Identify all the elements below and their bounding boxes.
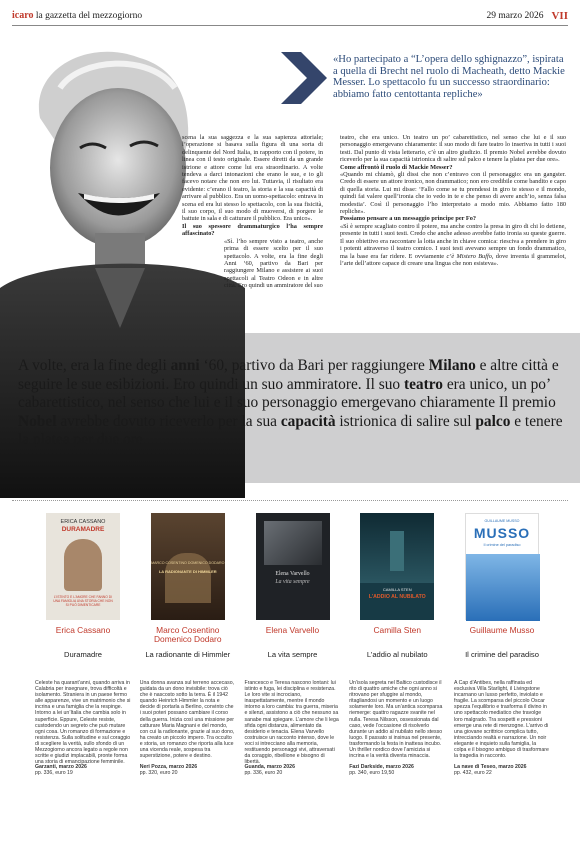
book-author: Guillaume Musso	[469, 625, 535, 635]
masthead	[12, 10, 142, 21]
cover-author: Elena Varvello	[275, 571, 310, 577]
quote-keyword: anni	[170, 357, 200, 374]
book-author: Camilla Sten	[373, 625, 421, 635]
book-publisher	[245, 764, 341, 776]
book-pages-price: pp. 340, euro 19,50	[349, 770, 395, 777]
interview-question: Possiamo pensare a un messaggio principe per Fo?	[340, 215, 477, 223]
book-description: Francesco e Teresa nascono lontani: lui istinto e fuga, lei disciplina e resistenza. Le loro vite si incrociano, inaspettatamente, mentre il mondo intorno a loro cambia: tra guerra, miseria e silenzi, assistono a ciò che nessuno sa sanabe mai spiegare. L’amore che li lega sfida ogni distanza, alimentato da desiderio e tenacia. Elena Varvello costruisce un racconto intenso, dove le voci si intrecciano alla memoria, restituendo personaggi vivi, attraversati da coraggio, ribellione e bisogno di libertà.	[244, 680, 339, 766]
paragraph: «Sì. l’ho sempre visto a teatro, anche prima di essere scelto per il suo spettacolo. A volte, era la fine degli Anni ‘60, partivo da Bari per raggiungere Milano e assistere ai suoi spettacoli al Teatro Odeon e in altre città. Ero quindi un ammiratore del suo	[224, 237, 323, 290]
section-divider	[12, 500, 568, 501]
book-card	[35, 513, 131, 833]
issue-date: 29 marzo 2026	[486, 10, 544, 21]
cover-author-large: MUSSO	[473, 525, 531, 541]
publisher-name: Fazi Darkside, marzo 2026	[349, 764, 414, 770]
quote-text: ‘60, partivo da Bari per raggiungere	[199, 357, 429, 374]
quote-text: A volte, era la fine degli	[18, 357, 171, 374]
book-description: Una donna avanza sul terreno accecaso, guidata da un dono invisibile: trova ciò che è nascosto sotto la terra. È il 1942 quando Heinrich Himmler la nota e decide di portarla a Berlino, convinto che i suoi poteri possano cambiare il corso della guerra. Inizia così una missione per catturare Maria Magnani e del mondo, con cui la radionante, grazie al suo dono, ha creato un piccolo impero. Tra occulto e storia, un romanzo che riporta alla luce una vicenda reale, sospesa tra superstizione, potere e destino.	[139, 680, 235, 760]
publisher-name: Neri Pozza, marzo 2026	[139, 764, 198, 770]
book-description: Celeste ha quarant’anni, quando arriva in Calabria per insegnare, trova difficoltà e isolamento. Straniera in un paese fermo alle apparenze, vive un matrimonio che si incrina e una famiglia che la respinge. Intorno a lei un’Italia che cambia solo in superficie. Eppure, Celeste resiste, custodendo un segreto che può mutare ogni cosa. Un romanzo di formazione e resistenza. Sulla solitudine e sul coraggio di scegliere la verità, sullo sfondo di un Mezzogiorno ancora legato a regole non scritte e giudizi implacabili, pronte forma una storia di emancipazione femminile.	[35, 680, 131, 766]
book-publisher	[454, 764, 550, 776]
pull-quote-top: «Ho partecipato a “L’opera dello sghignazzo”, ispirata a quella di Brecht nel ruolo di Macheath, detto Mackie Messer. Lo spettacolo fu un successo straordinario: abbiamo fatto centottanta repliche»	[333, 54, 565, 100]
page-header	[12, 6, 568, 26]
book-reviews	[35, 513, 550, 833]
book-description: A Cap d’Antibes, nella raffinata ed esclusiva Villa Starlight, il Livingstone incarnano un lusso perfetto, inviolato e fragile. La scomparsa del piccolo Oscar spezza l’equilibrio e trasforma il divino in uno spettacolo mediatico che travolge loro malgrado. Tra sospetti e pressioni emerge una rete di menzogne. L’arrivo di una giovane scrittrice complica tutto, intrecciando realtà e narrazione. Un noir elegante e inquieto sulla famiglia, la colpa e il bisogno ambiguo di trasformare la tragedia in racconto.	[454, 680, 549, 760]
book-cover	[360, 513, 434, 620]
book-cover	[465, 513, 539, 620]
cover-title: Il crimine del paradiso	[483, 543, 521, 547]
cover-lighthouse	[390, 531, 404, 571]
masthead-subtitle: la gazzetta del mezzogiorno	[35, 11, 143, 21]
italic-title: c’è Mistero Buffo	[446, 252, 492, 260]
book-description: Un’isola segreta nel Baltico custodisce il rito di quattro amiche che ogni anno si ritrovano per sfuggire al mondo, ritagliandosi un momento e un luogo solamente loro. Ma un’antica scomparsa riemerge: quattro ragazze svanite nel nulla. Teresa Nilsson, ossessionata dal caso, vede l’occasione di risolverlo durante un addio al nubilato nello stesso luogo. Il passato si insinua nel presente, trasformando la festa in inattesa incubo. Un thriller nordico dove l’amicizia si incrina e la verità diventa minaccia.	[349, 680, 443, 760]
cover-title: La vita sempre	[275, 579, 310, 585]
cover-author: CAMILLA STEN	[382, 587, 412, 592]
quote-keyword: palco	[475, 412, 511, 430]
quote-text: istrionica di salire sul	[335, 412, 476, 430]
header-right	[486, 10, 568, 22]
book-card	[245, 513, 341, 833]
book-pages-price: pp. 320, euro 20	[139, 770, 178, 777]
book-title: Duramadre	[64, 650, 102, 659]
book-publisher	[35, 764, 131, 776]
book-publisher	[140, 764, 236, 776]
paragraph: «Quando mi chiamò, gli dissi che non c’entravo con il personaggio: era un gangster. Credo di essere un attore ironico, non drammatico; non ero credibile come bandito e capo di quella storia. Lui mi disse: ‘Fallo come se tu prendessi in giro te stesso e il mondo, quindi fai valere quell’ironia che io vedo in te e che penso di avere anch’io, senza falsa modestia’. Così il personaggio l’ho interpretato a modo mio. Abbiamo fatto 180 repliche».	[340, 171, 566, 216]
cover-author: MARCO COSENTINO DOMENICO DODARO	[151, 561, 225, 565]
book-title: Il crimine del paradiso	[465, 650, 539, 659]
paragraph-text: «Sì è sempre scagliato contro il potere, ma anche contro la presa in giro di chi lo detiene, presente in tutti i suoi testi. Credo che anche adesso avrebbe fatto ironia su queste guerre. Il suo obiettivo era raccontare la lotta anche in chiave comica: riesciva a prendere in giro i potenti attraverso il teatro comico. I suoi testi avevano sempre un fondo drammatico, ma la base era far ridere. E ovviamente	[340, 222, 566, 260]
interview-question: Il suo spessore drammaturgico l’ha sempre affascinato?	[182, 222, 323, 238]
quote-text: era unico, un po’ cabarettistico, nel senso che lui e il suo personaggio emergevano chiaramente Il premio	[18, 375, 556, 412]
book-card	[454, 513, 550, 833]
book-title: La vita sempre	[267, 650, 318, 659]
interview-question: Come affrontò il ruolo di Mackie Messer?	[340, 163, 453, 171]
book-publisher	[349, 764, 445, 776]
cover-title: L’ADDIO AL NUBILATO	[368, 594, 426, 600]
book-author: Marco Cosentino Domenico Dodaro	[154, 625, 222, 645]
cover-illustration	[64, 539, 102, 591]
book-author: Elena Varvello	[265, 625, 320, 635]
book-card	[349, 513, 445, 833]
chevron-right-icon	[281, 52, 327, 104]
quote-keyword: capacità	[280, 412, 336, 430]
book-title: La radionante di Himmler	[145, 650, 231, 659]
book-pages-price: pp. 336, euro 20	[244, 770, 283, 777]
cover-author: ERICA CASSANO	[60, 519, 106, 525]
book-cover	[151, 513, 225, 620]
quote-keyword: Milano	[428, 357, 476, 374]
publisher-name: Garzanti, marzo 2026	[35, 764, 87, 770]
cover-title: DURAMADRE	[61, 526, 105, 533]
page-number: VII	[551, 9, 568, 22]
book-pages-price: pp. 432, euro 22	[454, 770, 492, 777]
book-cover	[46, 513, 120, 620]
article-column-1	[182, 134, 323, 290]
book-cover	[256, 513, 330, 620]
quote-text: e tenere la platea per due ore	[18, 412, 563, 449]
publisher-name: La nave di Teseo, marzo 2026	[454, 764, 527, 770]
book-card	[140, 513, 236, 833]
paragraph	[340, 223, 566, 267]
book-title: L’addio al nubilato	[366, 650, 428, 659]
paragraph: teatro, che era unico. Un teatro un po’ cabarettistico, nel senso che lui e il suo personaggio emergevano chiaramente: il suo modo di fare teatro lo inseriva in tutti i suoi testi. Dal punto di vista letterario, c’è un altro giudizio. Il premio Nobel avrebbe dovuto riceverlo per la sua capacità istrionica di salire sul palco e tenere la platea per due ore».	[340, 134, 566, 164]
cover-illustration	[466, 554, 540, 621]
pull-quote-large	[18, 357, 568, 450]
paragraph: scena la sua saggezza e la sua sapienza attoriale; l’operazione si basava sulla figura di una sorta di delinquente del Nord Italia, in rapporto con il potere, in linea con il testo originale. Essere diretti da un grande istrione e attore come lui era straordinario. A volte tendeva a darci intonazioni che erano le sue, e io gli facevo notare che non ero lui. Tuttavia, il risultato era evidente: c’erano il teatro, la storia e la sua capacità di arrivare al pubblico. Era un uomo-spettacolo: entrava in scena ed era lui stesso lo spettacolo, con la sua fisicità, il suo corpo, il suo modo di muoversi, di porgere le battute in sala e di catturare il pubblico. Era unico».	[182, 134, 323, 223]
cover-author: GUILLAUME MUSSO	[484, 519, 520, 523]
paragraph-text: , dove inventa il grammelot, l’arte dell’attore capace di creare una lingua che non esisteva».	[340, 252, 566, 267]
quote-text: avrebbe dovuto riceverlo per la sua	[56, 412, 281, 430]
quote-text: e altre città e seguire le sue esibizioni. Ero quindi un suo ammiratore. Il suo	[18, 357, 559, 393]
book-author: Erica Cassano	[55, 625, 111, 635]
quote-keyword: teatro	[403, 375, 443, 393]
cover-illustration	[264, 521, 322, 565]
cover-blurb: L’ISTINTO E L’AMORE CHE FANNO DI UNA FAMIGLIA UNA STORIA CHE NON SI PUÒ DIMENTICARE	[53, 595, 113, 607]
publisher-name: Guanda, marzo 2026	[244, 764, 295, 770]
cover-title: LA RADIONANTE DI HIMMLER	[158, 569, 217, 574]
quote-keyword: Nobel	[18, 412, 57, 430]
book-pages-price: pp. 336, euro 19	[35, 770, 73, 777]
masthead-brand: icaro	[12, 10, 34, 21]
article-column-2	[340, 134, 566, 267]
